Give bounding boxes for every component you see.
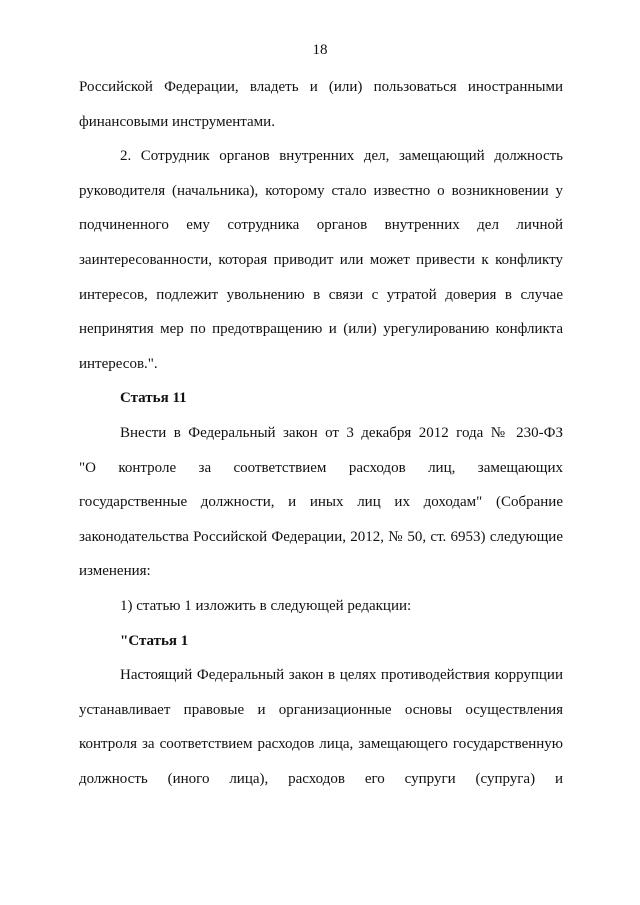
text-line: интересов.". — [79, 355, 158, 372]
text-line: руководителя (начальника), которому стало известно о возникновении у — [79, 182, 563, 199]
text-line: Настоящий Федеральный закон в целях противодействия коррупции — [120, 667, 563, 684]
text-line: интересов, подлежит увольнению в связи с утратой доверия в случае — [79, 286, 563, 303]
text-line: Российской Федерации, владеть и (или) пользоваться иностранными — [79, 79, 563, 95]
text-line: непринятия мер по предотвращению и (или) урегулированию конфликта — [79, 321, 563, 338]
text-line: "О контроле за соответствием расходов лиц, замещающих — [79, 459, 563, 476]
text-line: 1) статью 1 изложить в следующей редакции: — [120, 597, 412, 614]
text-line: 2. Сотрудник органов внутренних дел, замещающий должность — [120, 148, 563, 165]
text-line: изменения: — [79, 563, 151, 580]
text-line: Внести в Федеральный закон от 3 декабря 2012 года № 230-ФЗ — [120, 424, 563, 441]
text-line: должность (иного лица), расходов его супруги (супруга) и — [79, 770, 563, 787]
text-line: заинтересованности, которая приводит или может привести к конфликту — [79, 251, 563, 268]
page-number: 18 — [312, 42, 328, 58]
text-line: устанавливает правовые и организационные основы осуществления — [79, 701, 563, 718]
text-line: законодательства Российской Федерации, 2012, № 50, ст. 6953) следующие — [79, 528, 563, 545]
text-line: подчиненного ему сотрудника органов внутренних дел личной — [79, 217, 563, 234]
article-heading-line: Статья 11 — [120, 390, 187, 407]
article-heading-line: "Статья 1 — [120, 632, 189, 649]
text-line: финансовыми инструментами. — [79, 113, 275, 130]
text-line: государственные должности, и иных лиц их доходам" (Собрание — [79, 494, 563, 511]
text-line: контроля за соответствием расходов лица, замещающего государственную — [79, 736, 563, 753]
document-body — [79, 70, 563, 796]
